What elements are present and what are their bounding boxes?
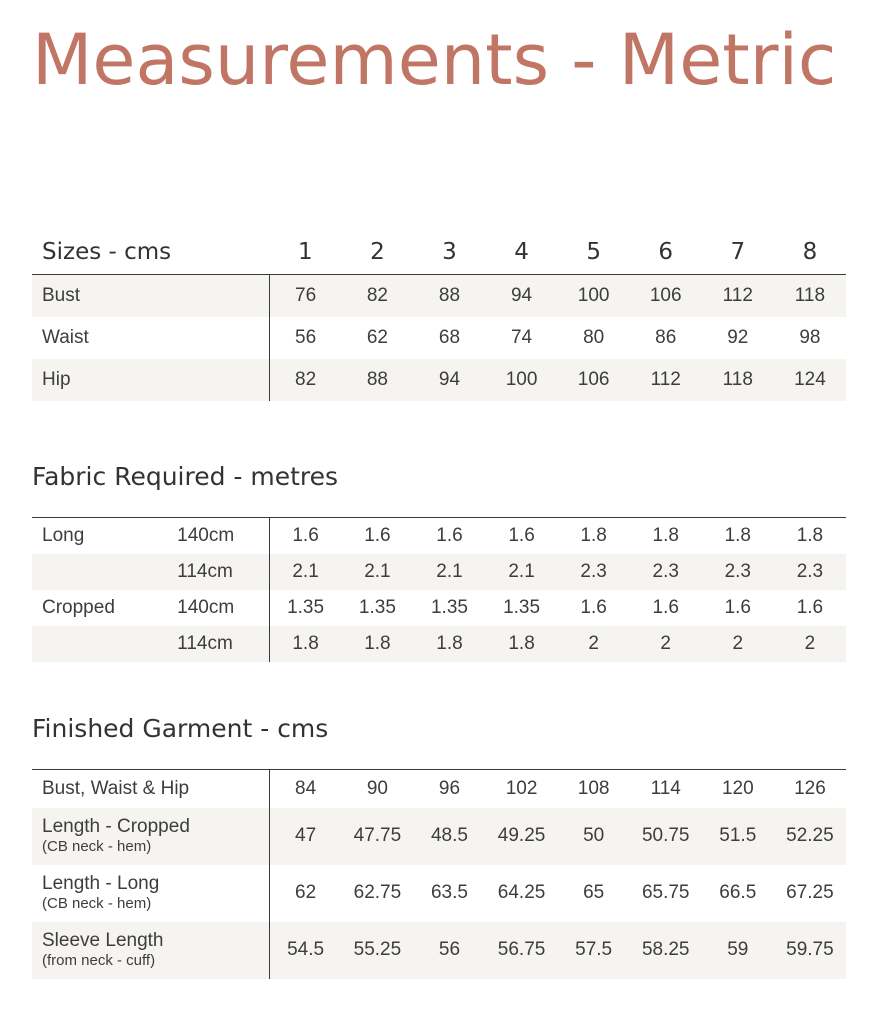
table-cell: 68 (438, 326, 461, 348)
table-row (32, 865, 846, 922)
row-label-main: Bust, Waist & Hip (42, 777, 190, 799)
table-cell: 1.8 (774, 518, 846, 554)
row-label: Hip (32, 359, 269, 401)
row-label (32, 922, 269, 979)
table-cell: 120 (702, 770, 774, 808)
sizes-header-row (32, 230, 846, 275)
row-label (32, 626, 177, 662)
table-row (32, 590, 846, 626)
table-cell: 2.1 (341, 554, 413, 590)
table-row (32, 554, 846, 590)
row-label-main: Length - Cropped (42, 816, 190, 837)
table-cell: 98 (799, 326, 821, 348)
finished-table (32, 769, 846, 979)
size-column-header: 6 (630, 230, 702, 275)
row-label-main: Length - Long (42, 873, 160, 894)
row-label: Cropped (42, 596, 115, 618)
table-cell: 47.75 (341, 808, 413, 865)
fabric-width-label: 140cm (177, 596, 235, 618)
table-cell: 2 (630, 626, 702, 662)
table-cell: 1.35 (503, 596, 541, 618)
table-cell: 62 (269, 865, 341, 922)
table-cell: 50 (558, 808, 630, 865)
table-cell: 1.6 (724, 596, 751, 618)
table-cell: 1.8 (341, 626, 413, 662)
table-cell: 1.8 (486, 626, 558, 662)
table-cell: 2.3 (702, 554, 774, 590)
row-label-main: Sleeve Length (42, 930, 164, 951)
table-cell: 114 (630, 770, 702, 808)
table-row (32, 518, 846, 554)
table-cell: 63.5 (430, 882, 468, 903)
table-cell: 100 (486, 359, 558, 401)
table-cell: 55.25 (341, 922, 413, 979)
table-cell: 57.5 (558, 922, 630, 979)
row-label-sub: (from neck - cuff) (42, 952, 156, 969)
table-row (32, 808, 846, 865)
table-cell: 58.25 (630, 922, 702, 979)
row-label (32, 865, 269, 922)
table-cell: 126 (774, 770, 846, 808)
table-cell: 86 (655, 326, 677, 348)
table-cell: 1.6 (269, 518, 341, 554)
size-column-header: 8 (774, 230, 846, 275)
table-cell: 96 (413, 770, 485, 808)
table-row (32, 770, 846, 808)
table-cell: 49.25 (486, 808, 558, 865)
table-cell: 66.5 (719, 882, 757, 903)
row-label (32, 808, 269, 865)
fabric-width-label: 114cm (177, 554, 269, 590)
table-cell: 1.6 (652, 596, 679, 618)
table-cell: 50.75 (630, 808, 702, 865)
table-cell: 1.8 (413, 626, 485, 662)
table-cell: 84 (269, 770, 341, 808)
fabric-table (32, 517, 846, 662)
size-column-header: 2 (341, 230, 413, 275)
table-cell: 47 (269, 808, 341, 865)
table-cell: 102 (486, 770, 558, 808)
table-cell: 118 (702, 359, 774, 401)
table-row (32, 626, 846, 662)
table-cell: 59 (702, 922, 774, 979)
row-label (32, 554, 177, 590)
table-cell: 124 (774, 359, 846, 401)
size-column-header: 3 (413, 230, 485, 275)
size-column-header: 4 (486, 230, 558, 275)
table-cell: 112 (702, 275, 774, 317)
table-cell: 2.1 (269, 554, 341, 590)
table-cell: 52.25 (774, 808, 846, 865)
table-cell: 62.75 (353, 882, 402, 903)
table-cell: 1.8 (558, 518, 630, 554)
table-cell: 88 (413, 275, 485, 317)
table-cell: 90 (341, 770, 413, 808)
table-cell: 1.6 (413, 518, 485, 554)
table-row (32, 275, 846, 317)
finished-section-title: Finished Garment - cms (32, 714, 329, 743)
table-cell: 82 (341, 275, 413, 317)
table-cell: 2.1 (486, 554, 558, 590)
table-cell: 94 (413, 359, 485, 401)
table-cell: 2.3 (558, 554, 630, 590)
size-column-header: 1 (269, 230, 341, 275)
table-cell: 112 (630, 359, 702, 401)
table-cell: 92 (727, 326, 749, 348)
row-label-sub: (CB neck - hem) (42, 838, 152, 855)
fabric-width-label: 114cm (177, 626, 269, 662)
table-cell: 82 (269, 359, 341, 401)
table-cell: 1.6 (580, 596, 607, 618)
table-cell: 100 (558, 275, 630, 317)
table-cell: 62 (366, 326, 388, 348)
table-cell: 48.5 (413, 808, 485, 865)
table-cell: 56 (269, 317, 341, 359)
row-label: Long (32, 518, 177, 554)
table-cell: 1.8 (269, 626, 341, 662)
table-cell: 2.3 (774, 554, 846, 590)
table-cell: 56.75 (486, 922, 558, 979)
table-cell: 1.6 (796, 596, 824, 618)
table-cell: 118 (774, 275, 846, 317)
table-cell: 1.8 (702, 518, 774, 554)
table-cell: 51.5 (702, 808, 774, 865)
row-label: Waist (42, 326, 89, 348)
table-cell: 2.1 (413, 554, 485, 590)
table-cell: 1.35 (430, 596, 468, 618)
table-cell: 74 (510, 326, 533, 348)
size-column-header: 5 (558, 230, 630, 275)
table-cell: 106 (630, 275, 702, 317)
table-cell: 1.8 (630, 518, 702, 554)
row-label-sub: (CB neck - hem) (42, 895, 152, 912)
table-cell: 67.25 (786, 882, 834, 903)
table-cell: 1.35 (269, 590, 341, 626)
table-cell: 59.75 (774, 922, 846, 979)
table-cell: 1.6 (486, 518, 558, 554)
table-cell: 88 (341, 359, 413, 401)
fabric-section-title: Fabric Required - metres (32, 462, 339, 491)
table-cell: 76 (269, 275, 341, 317)
table-cell: 56 (413, 922, 485, 979)
table-cell: 80 (583, 326, 605, 348)
sizes-header-label: Sizes - cms (32, 230, 269, 275)
row-label (32, 770, 269, 808)
table-cell: 94 (486, 275, 558, 317)
table-cell: 64.25 (497, 882, 546, 903)
table-row (32, 922, 846, 979)
table-row (32, 317, 846, 359)
table-cell: 54.5 (269, 922, 341, 979)
table-cell: 65.75 (641, 882, 690, 903)
table-cell: 2 (774, 626, 846, 662)
table-cell: 65 (583, 882, 605, 903)
sizes-table (32, 230, 846, 401)
page-title: Measurements - Metric (32, 19, 837, 101)
table-cell: 1.6 (341, 518, 413, 554)
table-cell: 1.35 (358, 596, 396, 618)
size-column-header: 7 (702, 230, 774, 275)
table-cell: 2 (702, 626, 774, 662)
table-cell: 2 (558, 626, 630, 662)
table-cell: 108 (558, 770, 630, 808)
table-cell: 106 (558, 359, 630, 401)
fabric-width-label: 140cm (177, 518, 269, 554)
table-row (32, 359, 846, 401)
table-cell: 2.3 (630, 554, 702, 590)
row-label: Bust (32, 275, 269, 317)
